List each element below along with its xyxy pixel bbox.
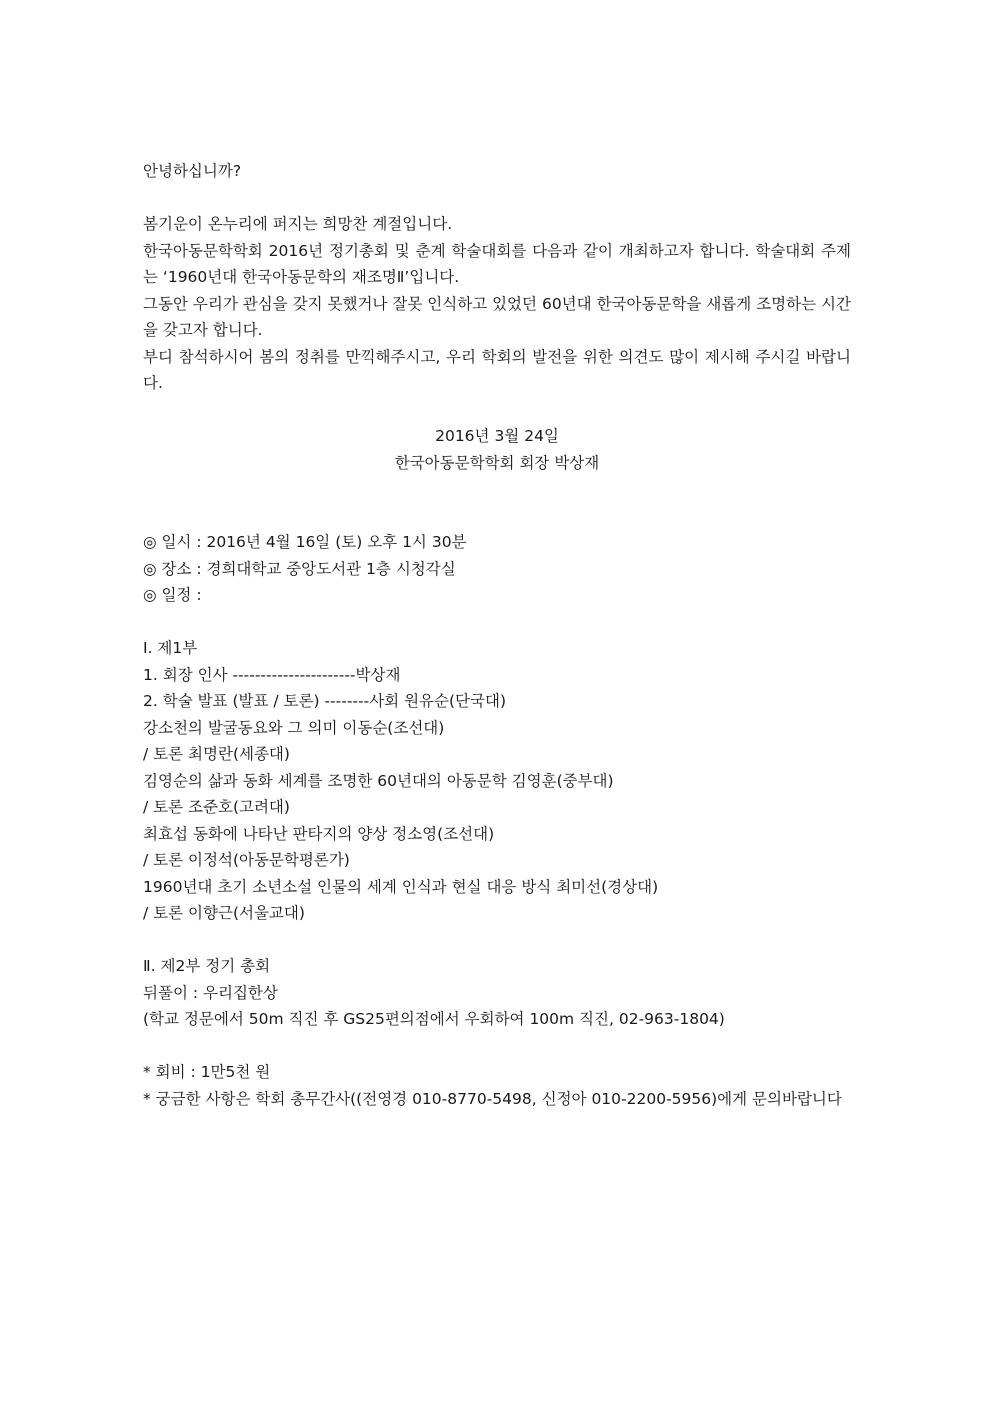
letter-signature: 한국아동문학학회 회장 박상재 [394, 453, 600, 472]
part1-line: 강소천의 발굴동요와 그 의미 이동순(조선대) [143, 718, 445, 737]
part1-line: / 토론 조준호(고려대) [143, 798, 290, 816]
event-where: ◎ 장소 : 경희대학교 중앙도서관 1층 시청각실 [143, 559, 456, 578]
contact-note: * 궁금한 사항은 학회 총무간사((전영경 010-8770-5498, 신정아 010-2200-5956)에게 문의바랍니다 [143, 1089, 842, 1108]
spacer [143, 397, 851, 424]
part1-line: 1. 회장 인사 ----------------------박상재 [143, 665, 401, 684]
letter-date: 2016년 3월 24일 [435, 427, 559, 445]
fee-note: * 회비 : 1만5천 원 [143, 1063, 271, 1081]
part1-line: 김영순의 삶과 동화 세계를 조명한 60년대의 아동문학 김영훈(중부대) [143, 771, 614, 790]
body-paragraph-4: 부디 참석하시어 봄의 정취를 만끽해주시고, 우리 학회의 발전을 위한 의견도 많이 제시해 주시길 바랍니다. [143, 347, 851, 392]
spacer [143, 185, 851, 212]
part1-line: 1960년대 초기 소년소설 인물의 세계 인식과 현실 대응 방식 최미선(경상대) [143, 877, 659, 896]
part1-line: / 토론 이정석(아동문학평론가) [143, 851, 350, 869]
afterparty-venue: 뒤풀이 : 우리집한상 [143, 983, 278, 1002]
part1-line: / 토론 이향근(서울교대) [143, 904, 305, 922]
spacer [143, 1033, 851, 1060]
part1-heading: Ⅰ. 제1부 [143, 639, 198, 657]
event-schedule-label: ◎ 일정 : [143, 586, 202, 604]
letter-page [143, 158, 851, 1112]
part1-line: 최효섭 동화에 나타난 판타지의 양상 정소영(조선대) [143, 824, 495, 843]
greeting: 안녕하십니까? [143, 162, 242, 180]
body-paragraph-1: 봄기운이 온누리에 퍼지는 희망찬 계절입니다. [143, 215, 453, 233]
event-when: ◎ 일시 : 2016년 4월 16일 (토) 오후 1시 30분 [143, 533, 467, 551]
body-paragraph-3: 그동안 우리가 관심을 갖지 못했거나 잘못 인식하고 있었던 60년대 한국아동문학을 새롭게 조명하는 시간을 갖고자 합니다. [143, 294, 851, 339]
spacer [143, 927, 851, 954]
afterparty-directions: (학교 정문에서 50m 직진 후 GS25편의점에서 우회하여 100m 직진, 02-963-1804) [143, 1010, 725, 1028]
part1-line: / 토론 최명란(세종대) [143, 745, 290, 763]
part2-heading: Ⅱ. 제2부 정기 총회 [143, 957, 271, 975]
spacer [143, 609, 851, 636]
part1-line: 2. 학술 발표 (발표 / 토론) --------사회 원유순(단국대) [143, 692, 507, 710]
body-paragraph-2: 한국아동문학학회 2016년 정기총회 및 춘계 학술대회를 다음과 같이 개최하고자 합니다. 학술대회 주제는 ‘1960년대 한국아동문학의 재조명Ⅱ’입니다. [143, 241, 851, 286]
spacer [143, 476, 851, 529]
